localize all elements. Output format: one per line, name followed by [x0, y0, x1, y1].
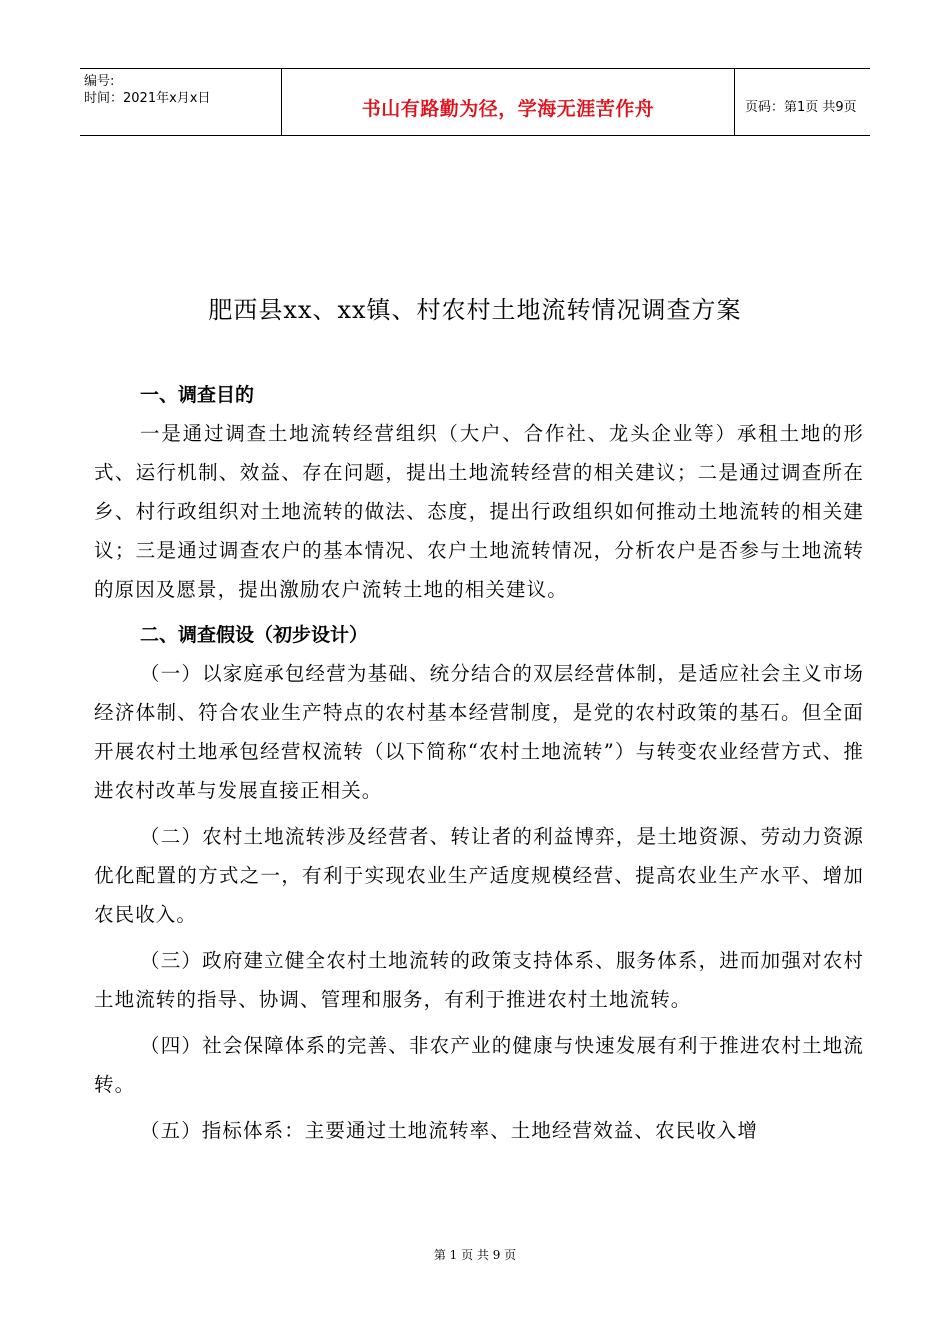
paragraph: （四）社会保障体系的完善、非农产业的健康与快速发展有利于推进农村土地流转。 — [94, 1034, 864, 1096]
paragraph: （五）指标体系：主要通过土地流转率、土地经营效益、农民收入增 — [140, 1119, 759, 1142]
header-motto-cell — [282, 69, 735, 135]
page-footer: 第 1 页 共 9 页 — [433, 1248, 517, 1262]
document-body — [94, 376, 864, 1150]
document-header — [80, 68, 870, 136]
paragraph: （二）农村土地流转涉及经营者、转让者的利益博弈，是土地资源、劳动力资源优化配置的方式之一，有利于实现农业生产适度规模经营、提高农业生产水平、增加农民收入。 — [94, 825, 864, 926]
header-number-label: 编号: — [84, 74, 115, 89]
header-motto: 书山有路勤为径，学海无涯苦作舟 — [361, 98, 655, 120]
header-meta-cell — [80, 69, 282, 135]
header-page-cell — [735, 69, 870, 135]
header-time-label: 时间：2021年x月x日 — [84, 91, 211, 106]
paragraph: （三）政府建立健全农村土地流转的政策支持体系、服务体系，进而加强对农村土地流转的指导、协调、管理和服务，有利于推进农村土地流转。 — [94, 949, 864, 1011]
section-heading-purpose: 一、调查目的 — [140, 384, 255, 406]
section-heading-hypothesis: 二、调查假设（初步设计） — [140, 624, 369, 646]
paragraph: （一）以家庭承包经营为基础、统分结合的双层经营体制，是适应社会主义市场经济体制、符合农业生产特点的农村基本经营制度，是党的农村政策的基石。但全面开展农村土地承包经营权流转（以下简称“农村土地流转”）与转变农业经营方式、推进农村改革与发展直接正相关。 — [94, 662, 864, 802]
paragraph: 一是通过调查土地流转经营组织（大户、合作社、龙头企业等）承租土地的形式、运行机制、效益、存在问题，提出土地流转经营的相关建议；二是通过调查所在乡、村行政组织对土地流转的做法、态度，提出行政组织如何推动土地流转的相关建议；三是通过调查农户的基本情况、农户土地流转情况，分析农户是否参与土地流转的原因及愿景，提出激励农户流转土地的相关建议。 — [94, 422, 864, 601]
document-title: 肥西县xx、xx镇、村农村土地流转情况调查方案 — [208, 296, 742, 324]
header-page-info: 页码：第1页 共9页 — [745, 100, 857, 115]
